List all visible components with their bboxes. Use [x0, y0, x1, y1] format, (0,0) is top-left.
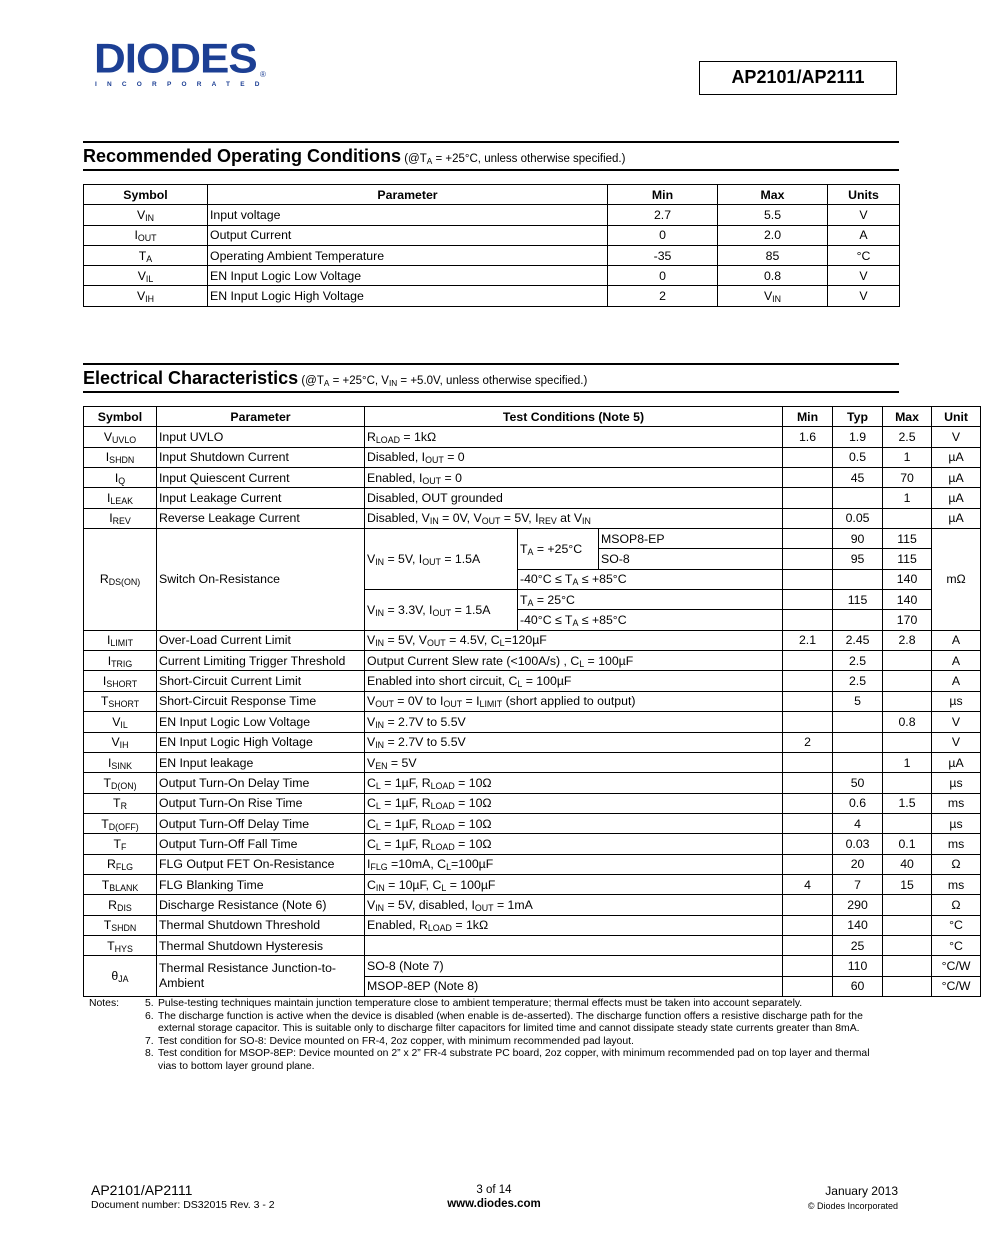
symbol-cell: $V_{IH}$ [84, 732, 157, 752]
test-condition-cell: $C_L = 1\mu F$, $R_{LOAD} = 10\Omega$ [365, 834, 783, 854]
max-cell: 2.5 [883, 427, 932, 447]
typ-cell [833, 488, 883, 508]
max-cell: 5.5 [718, 205, 828, 225]
parameter-cell: Output Current [208, 225, 608, 245]
column-header: Max [718, 185, 828, 205]
parameter-cell: Discharge Resistance (Note 6) [157, 895, 365, 915]
parameter-cell: Thermal Resistance Junction-to-Ambient [157, 956, 365, 997]
package-cell: MSOP8-EP [599, 529, 783, 549]
test-condition-cell: Enabled, $I_{OUT} = 0$ [365, 468, 783, 488]
typ-cell: 4 [833, 813, 883, 833]
min-cell: 2.1 [783, 630, 833, 650]
max-cell [883, 935, 932, 955]
symbol-cell: $I_{REV}$ [84, 508, 157, 528]
unit-cell: °C/W [932, 956, 981, 976]
typ-cell: 50 [833, 773, 883, 793]
unit-cell: V [932, 732, 981, 752]
symbol-cell: $T_A$ [84, 245, 208, 265]
footer-right [808, 1184, 898, 1211]
table-row [84, 773, 981, 793]
footer-center [400, 1183, 588, 1211]
column-header: Min [783, 407, 833, 427]
symbol-cell: $I_{TRIG}$ [84, 651, 157, 671]
table-row [84, 834, 981, 854]
min-cell [783, 895, 833, 915]
note-number: 5. [145, 998, 154, 1009]
symbol-cell: $I_Q$ [84, 468, 157, 488]
min-cell [783, 671, 833, 691]
parameter-cell: Input voltage [208, 205, 608, 225]
test-condition-cell: MSOP-8EP (Note 8) [365, 976, 783, 996]
unit-cell: Ω [932, 895, 981, 915]
symbol-cell: $T_{D(OFF)}$ [84, 813, 157, 833]
unit-cell: °C [828, 245, 900, 265]
table-row [84, 935, 981, 955]
test-condition-cell: $V_{IN} = 3.3V$, $I_{OUT} = 1.5A$ [365, 590, 518, 631]
min-cell [783, 793, 833, 813]
parameter-cell: Short-Circuit Current Limit [157, 671, 365, 691]
note-text: Test condition for SO-8: Device mounted on FR-4, 2oz copper, with minimum recommended pad layout. [158, 1035, 634, 1047]
unit-cell: Ω [932, 854, 981, 874]
unit-cell: µs [932, 773, 981, 793]
column-header: Parameter [157, 407, 365, 427]
roc-title-conditions: ($@T_A = +25^\circ C$, unless otherwise specified.) [401, 153, 626, 167]
test-condition-cell: $V_{IN} = 2.7V$ to 5.5V [365, 712, 783, 732]
test-condition-cell: $I_{FLG} =10mA$, $C_L=100\mu F$ [365, 854, 783, 874]
typ-cell: 110 [833, 956, 883, 976]
max-cell [883, 773, 932, 793]
symbol-cell: $V_{IL}$ [84, 712, 157, 732]
max-cell: 115 [883, 529, 932, 549]
typ-cell: 140 [833, 915, 883, 935]
min-cell [783, 508, 833, 528]
unit-cell: °C [932, 935, 981, 955]
min-cell [783, 956, 833, 976]
typ-cell: 290 [833, 895, 883, 915]
min-cell [783, 488, 833, 508]
max-cell: 115 [883, 549, 932, 569]
typ-cell [833, 732, 883, 752]
footer-left [91, 1182, 275, 1211]
max-cell: 2.0 [718, 225, 828, 245]
table-row [84, 895, 981, 915]
symbol-cell: $R_{DS(ON)}$ [84, 529, 157, 631]
max-cell: 1 [883, 488, 932, 508]
min-cell [783, 834, 833, 854]
table-row [84, 671, 981, 691]
symbol-cell: $I_{SHDN}$ [84, 447, 157, 467]
unit-cell: ms [932, 793, 981, 813]
parameter-cell: Input Quiescent Current [157, 468, 365, 488]
test-condition-cell: Enabled, $R_{LOAD} = 1k\Omega$ [365, 915, 783, 935]
column-header: Units [828, 185, 900, 205]
footer-date: January 2013 [825, 1184, 898, 1198]
table-row [84, 915, 981, 935]
test-condition-cell: $V_{EN} = 5V$ [365, 752, 783, 772]
parameter-cell: Reverse Leakage Current [157, 508, 365, 528]
max-cell: 1.5 [883, 793, 932, 813]
symbol-cell: $R_{DIS}$ [84, 895, 157, 915]
min-cell: 2.7 [608, 205, 718, 225]
section-rule-top [83, 141, 899, 143]
table-row [84, 874, 981, 894]
test-condition-cell: $-40^\circ C \le T_A \le +85^\circ C$ [518, 569, 783, 589]
unit-cell: A [932, 671, 981, 691]
test-condition-cell: $V_{IN} = 5V$, $I_{OUT} = 1.5A$ [365, 529, 518, 590]
unit-cell: °C [932, 915, 981, 935]
table-row [84, 651, 981, 671]
table-row [84, 427, 981, 447]
test-condition-cell: $T_A = +25^\circ C$ [518, 529, 599, 570]
symbol-cell: $I_{OUT}$ [84, 225, 208, 245]
max-cell [883, 956, 932, 976]
parameter-cell: Short-Circuit Response Time [157, 691, 365, 711]
typ-cell: 0.03 [833, 834, 883, 854]
max-cell [883, 976, 932, 996]
parameter-cell: Thermal Shutdown Hysteresis [157, 935, 365, 955]
note-item [145, 1048, 890, 1073]
unit-cell: µA [932, 752, 981, 772]
ec-table [83, 406, 981, 997]
symbol-cell: $T_{SHDN}$ [84, 915, 157, 935]
min-cell [783, 915, 833, 935]
test-condition-cell: Disabled, $V_{IN} = 0V$, $V_{OUT} = 5V$, $I_{REV}$ at $V_{IN}$ [365, 508, 783, 528]
unit-cell: µA [932, 447, 981, 467]
table-row [84, 205, 900, 225]
typ-cell: 25 [833, 935, 883, 955]
table-row [84, 752, 981, 772]
min-cell: 2 [608, 286, 718, 306]
max-cell [883, 732, 932, 752]
symbol-cell: $R_{FLG}$ [84, 854, 157, 874]
min-cell [783, 549, 833, 569]
min-cell [783, 447, 833, 467]
parameter-cell: Input Leakage Current [157, 488, 365, 508]
unit-cell: µs [932, 691, 981, 711]
typ-cell: 7 [833, 874, 883, 894]
unit-cell: V [828, 266, 900, 286]
min-cell [783, 813, 833, 833]
ec-header-row [84, 407, 981, 427]
typ-cell: 45 [833, 468, 883, 488]
min-cell: 0 [608, 225, 718, 245]
min-cell [783, 691, 833, 711]
column-header: Parameter [208, 185, 608, 205]
test-condition-cell: Output Current Slew rate (<100A/s) , $C_L = 100\mu F$ [365, 651, 783, 671]
table-row [84, 630, 981, 650]
parameter-cell: Output Turn-Off Delay Time [157, 813, 365, 833]
unit-cell: mΩ [932, 529, 981, 631]
note-text: Test condition for MSOP-8EP: Device mounted on 2” x 2” FR-4 substrate PC board, 2oz copper, with minimum recommended pad on top layer and thermal vias to bottom layer ground plane. [158, 1048, 870, 1072]
test-condition-cell: Enabled into short circuit, $C_L = 100\mu F$ [365, 671, 783, 691]
typ-cell [833, 752, 883, 772]
unit-cell: A [932, 651, 981, 671]
parameter-cell: Input Shutdown Current [157, 447, 365, 467]
section-rule-bottom [83, 169, 899, 171]
unit-cell: A [932, 630, 981, 650]
typ-cell: 5 [833, 691, 883, 711]
logo-registered-mark: ® [260, 70, 266, 79]
logo-subtext: INCORPORATED [95, 81, 270, 88]
column-header: Symbol [84, 185, 208, 205]
table-row [84, 813, 981, 833]
min-cell [783, 854, 833, 874]
typ-cell: 2.5 [833, 671, 883, 691]
unit-cell: µs [932, 813, 981, 833]
parameter-cell: Input UVLO [157, 427, 365, 447]
typ-cell [833, 569, 883, 589]
table-row [84, 225, 900, 245]
package-cell: SO-8 [599, 549, 783, 569]
typ-cell: 115 [833, 590, 883, 610]
typ-cell: 20 [833, 854, 883, 874]
note-item [145, 998, 890, 1011]
symbol-cell: $I_{SHORT}$ [84, 671, 157, 691]
notes-list [145, 998, 890, 1074]
typ-cell: 0.6 [833, 793, 883, 813]
column-header: Symbol [84, 407, 157, 427]
note-number: 7. [145, 1035, 154, 1047]
column-header: Test Conditions (Note 5) [365, 407, 783, 427]
table-row [84, 793, 981, 813]
symbol-cell: $\theta_{JA}$ [84, 956, 157, 997]
note-text: Pulse-testing techniques maintain junction temperature close to ambient temperature; thermal effects must be taken into account separately. [158, 998, 803, 1009]
unit-cell: ms [932, 874, 981, 894]
symbol-cell: $T_{BLANK}$ [84, 874, 157, 894]
test-condition-cell: $T_A = 25^\circ C$ [518, 590, 783, 610]
max-cell: 0.1 [883, 834, 932, 854]
test-condition-cell: SO-8 (Note 7) [365, 956, 783, 976]
test-condition-cell: $C_L = 1\mu F$, $R_{LOAD} = 10\Omega$ [365, 813, 783, 833]
symbol-cell: $T_{SHORT}$ [84, 691, 157, 711]
parameter-cell: Switch On-Resistance [157, 529, 365, 631]
parameter-cell: EN Input Logic High Voltage [157, 732, 365, 752]
diodes-logo [94, 35, 270, 88]
symbol-cell: $I_{SINK}$ [84, 752, 157, 772]
min-cell: -35 [608, 245, 718, 265]
max-cell: 170 [883, 610, 932, 630]
typ-cell: 60 [833, 976, 883, 996]
footer-website-link[interactable]: www.diodes.com [447, 1198, 541, 1210]
test-condition-cell: $-40^\circ C \le T_A \le +85^\circ C$ [518, 610, 783, 630]
typ-cell [833, 712, 883, 732]
table-row [84, 712, 981, 732]
test-condition-cell: $V_{IN} = 5V$, disabled, $I_{OUT} = 1mA$ [365, 895, 783, 915]
parameter-cell: Output Turn-On Rise Time [157, 793, 365, 813]
max-cell: 70 [883, 468, 932, 488]
typ-cell: 90 [833, 529, 883, 549]
min-cell [783, 651, 833, 671]
symbol-cell: $V_{IL}$ [84, 266, 208, 286]
min-cell: 2 [783, 732, 833, 752]
note-number: 8. [145, 1048, 154, 1060]
parameter-cell: EN Input leakage [157, 752, 365, 772]
min-cell [783, 529, 833, 549]
parameter-cell: Over-Load Current Limit [157, 630, 365, 650]
note-text: The discharge function is active when the device is disabled (when enable is de-asserted). The discharge function offers a resistive discharge path for the external storage capacitor. This is suitable only to discharge filter capacitors for limited time and cannot dissipate steady state currents greater than 8mA. [158, 1010, 863, 1035]
max-cell: 85 [718, 245, 828, 265]
test-condition-cell: $V_{OUT} = 0V$ to $I_{OUT} = I_{LIMIT}$ (short applied to output) [365, 691, 783, 711]
parameter-cell: FLG Output FET On-Resistance [157, 854, 365, 874]
max-cell: 40 [883, 854, 932, 874]
min-cell [783, 712, 833, 732]
min-cell [783, 773, 833, 793]
max-cell [883, 671, 932, 691]
symbol-cell: $V_{IN}$ [84, 205, 208, 225]
column-header: Min [608, 185, 718, 205]
note-item [145, 1036, 890, 1049]
parameter-cell: EN Input Logic High Voltage [208, 286, 608, 306]
unit-cell: V [932, 712, 981, 732]
parameter-cell: EN Input Logic Low Voltage [157, 712, 365, 732]
symbol-cell: $I_{LIMIT}$ [84, 630, 157, 650]
typ-cell: 2.45 [833, 630, 883, 650]
table-row [84, 529, 981, 549]
test-condition-cell: $V_{IN} = 5V$, $V_{OUT} = 4.5V$, $C_L=120\mu F$ [365, 630, 783, 650]
symbol-cell: $T_{HYS}$ [84, 935, 157, 955]
ec-title-conditions: ($@T_A = +25^\circ C$, $V_{IN} = +5.0V$, unless otherwise specified.) [298, 375, 588, 389]
table-row [84, 447, 981, 467]
parameter-cell: FLG Blanking Time [157, 874, 365, 894]
max-cell [883, 813, 932, 833]
footer-copyright: © Diodes Incorporated [807, 1201, 898, 1211]
notes-label: Notes: [89, 998, 120, 1009]
min-cell [783, 590, 833, 610]
section-rule-top [83, 363, 899, 365]
max-cell [883, 508, 932, 528]
symbol-cell: $T_R$ [84, 793, 157, 813]
min-cell [783, 569, 833, 589]
max-cell [883, 691, 932, 711]
symbol-cell: $T_F$ [84, 834, 157, 854]
column-header: Typ [833, 407, 883, 427]
unit-cell: V [932, 427, 981, 447]
symbol-cell: $T_{D(ON)}$ [84, 773, 157, 793]
typ-cell: 0.05 [833, 508, 883, 528]
symbol-cell: $I_{LEAK}$ [84, 488, 157, 508]
min-cell [783, 610, 833, 630]
max-cell [883, 651, 932, 671]
test-condition-cell: $V_{IN} = 2.7V$ to 5.5V [365, 732, 783, 752]
min-cell: 4 [783, 874, 833, 894]
max-cell: 1 [883, 752, 932, 772]
table-row [84, 286, 900, 306]
max-cell: 2.8 [883, 630, 932, 650]
section-rule-bottom [83, 391, 899, 393]
unit-cell: A [828, 225, 900, 245]
max-cell: 140 [883, 569, 932, 589]
parameter-cell: Output Turn-Off Fall Time [157, 834, 365, 854]
note-item [145, 1011, 890, 1036]
table-row [84, 854, 981, 874]
footer-part-number: AP2101/AP2111 [91, 1182, 193, 1198]
typ-cell: 0.5 [833, 447, 883, 467]
unit-cell: V [828, 286, 900, 306]
test-condition-cell: Disabled, $I_{OUT} = 0$ [365, 447, 783, 467]
roc-section-title [83, 146, 625, 167]
test-condition-cell: $C_L = 1\mu F$, $R_{LOAD} = 10\Omega$ [365, 773, 783, 793]
unit-cell: µA [932, 508, 981, 528]
max-cell: $V_{IN}$ [718, 286, 828, 306]
max-cell: 0.8 [718, 266, 828, 286]
max-cell [883, 915, 932, 935]
symbol-cell: $V_{IH}$ [84, 286, 208, 306]
footer-page-number: 3 of 14 [476, 1184, 512, 1196]
roc-table [83, 184, 900, 307]
min-cell [783, 752, 833, 772]
min-cell [783, 935, 833, 955]
typ-cell: 1.9 [833, 427, 883, 447]
parameter-cell: Thermal Shutdown Threshold [157, 915, 365, 935]
parameter-cell: Operating Ambient Temperature [208, 245, 608, 265]
logo-wordmark: DIODES [94, 35, 257, 82]
table-row [84, 956, 981, 976]
test-condition-cell [365, 935, 783, 955]
min-cell [783, 468, 833, 488]
test-condition-cell: $C_L = 1\mu F$, $R_{LOAD} = 10\Omega$ [365, 793, 783, 813]
max-cell: 1 [883, 447, 932, 467]
test-condition-cell: Disabled, OUT grounded [365, 488, 783, 508]
typ-cell [833, 610, 883, 630]
column-header: Max [883, 407, 932, 427]
min-cell [783, 976, 833, 996]
typ-cell: 2.5 [833, 651, 883, 671]
symbol-cell: $V_{UVLO}$ [84, 427, 157, 447]
table-row [84, 508, 981, 528]
ec-title-text: Electrical Characteristics [83, 368, 299, 388]
table-row [84, 488, 981, 508]
table-row [84, 266, 900, 286]
max-cell: 0.8 [883, 712, 932, 732]
roc-header-row [84, 185, 900, 205]
parameter-cell: EN Input Logic Low Voltage [208, 266, 608, 286]
roc-title-text: Recommended Operating Conditions [83, 146, 402, 166]
min-cell: 0 [608, 266, 718, 286]
table-row [84, 468, 981, 488]
table-row [84, 245, 900, 265]
parameter-cell: Output Turn-On Delay Time [157, 773, 365, 793]
typ-cell: 95 [833, 549, 883, 569]
note-number: 6. [145, 1010, 154, 1022]
unit-cell: °C/W [932, 976, 981, 996]
footer-document-number: Document number: DS32015 Rev. 3 - 2 [91, 1199, 275, 1211]
ec-section-title [83, 368, 587, 389]
unit-cell: ms [932, 834, 981, 854]
max-cell: 15 [883, 874, 932, 894]
table-row [84, 691, 981, 711]
test-condition-cell: $R_{LOAD} = 1k\Omega$ [365, 427, 783, 447]
part-number-box: AP2101/AP2111 [699, 61, 897, 95]
parameter-cell: Current Limiting Trigger Threshold [157, 651, 365, 671]
max-cell [883, 895, 932, 915]
unit-cell: µA [932, 488, 981, 508]
table-row [84, 732, 981, 752]
test-condition-cell: $C_{IN} = 10\mu F$, $C_L = 100\mu F$ [365, 874, 783, 894]
min-cell: 1.6 [783, 427, 833, 447]
max-cell: 140 [883, 590, 932, 610]
column-header: Unit [932, 407, 981, 427]
unit-cell: µA [932, 468, 981, 488]
unit-cell: V [828, 205, 900, 225]
